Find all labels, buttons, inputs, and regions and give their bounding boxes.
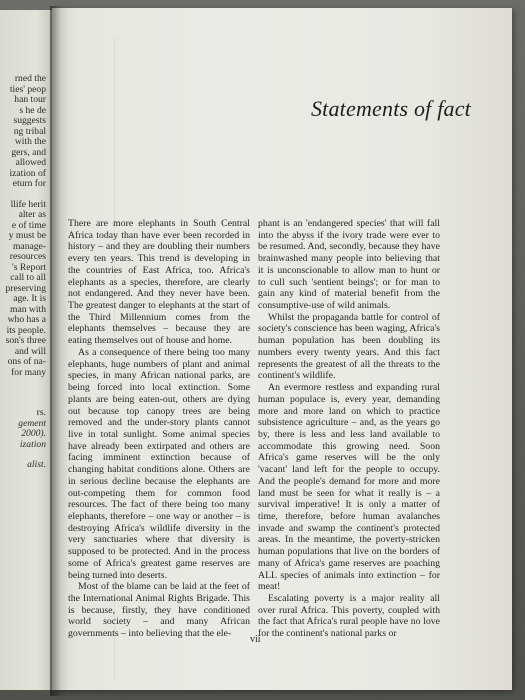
left-page-fragment: alter as: [18, 210, 46, 220]
left-page-fragment: preserving: [5, 283, 46, 294]
left-page-fragment: [0, 378, 46, 388]
left-page-fragment: and will: [14, 346, 46, 357]
right-page: [52, 8, 512, 690]
paragraph: Most of the blame can be laid at the feet of the International Animal Rights Brigade. This is because, firstly, they have conditioned world society – and many African governments – into believing that the ele-: [68, 581, 250, 640]
left-page: [0, 10, 54, 690]
left-page-fragment: resources: [9, 252, 46, 262]
left-page-fragment: man with: [10, 304, 46, 315]
left-page-fragment: 's Report: [12, 262, 46, 273]
left-page-fragment: llife herit: [10, 199, 46, 210]
left-page-fragment: allowed: [15, 158, 46, 168]
paragraph: Whilst the propaganda battle for control of society's conscience has been waging, Africa's human population has been doubling its numbers every twenty years. And this fact represents the greatest of all the threats to the continent's wildlife.: [258, 311, 440, 382]
left-page-fragment: e of time: [11, 220, 46, 231]
left-page-fragment: rned the: [14, 74, 46, 84]
left-page-fragment: son's three: [5, 336, 46, 346]
left-page-fragment: suggests: [13, 116, 46, 126]
left-page-fragment: 2000).: [21, 429, 46, 439]
paragraph: Escalating poverty is a major reality all over rural Africa. This poverty, coupled with the fact that Africa's rural people have no love for the continent's national parks or: [258, 593, 440, 640]
text-column-left: [68, 218, 250, 640]
text-column-right: [258, 218, 440, 640]
left-page-fragment: gement: [18, 418, 46, 429]
book-spine-shadow: [50, 6, 68, 696]
chapter-title: Statements of fact: [310, 96, 471, 121]
left-page-fragment: alist.: [27, 460, 46, 470]
left-page-fragment: ization of: [9, 168, 46, 179]
left-page-fragment: age. It is: [13, 294, 46, 304]
paragraph: There are more elephants in South Central Africa today than have ever been recorded in history – and they are doubling their numbers every ten years. This trend is developing in the countries of East Africa, too. Africa's elephants as a species, therefore, are clearly not endangered. And they never have been. The greatest danger to elephants at the start of the Third Millennium comes from the elephants themselves – because they are eating themselves out of house and home.: [68, 218, 250, 347]
left-page-fragment: manage-: [12, 241, 46, 252]
left-page-fragment: rs.: [36, 408, 46, 418]
left-page-fragment: gers, and: [11, 147, 46, 158]
left-page-fragment: ties' peop: [9, 84, 46, 95]
left-page-fragment: s he de: [19, 105, 46, 116]
left-page-fragment: for many: [11, 367, 46, 378]
left-page-text: [0, 74, 46, 471]
left-page-fragment: y must be: [8, 231, 46, 241]
left-page-fragment: with the: [14, 137, 46, 147]
left-page-fragment: its people.: [6, 325, 46, 336]
left-page-fragment: [0, 388, 46, 398]
left-page-fragment: call to all: [10, 273, 46, 283]
paragraph: As a consequence of there being too many elephants, huge numbers of plant and animal species, in many African national parks, are being forced into local extinction. Some plants are being eaten-out, others are dying out because top canopy trees are being removed and the under-story plants cannot live in total sunlight. Some animal species have already been extirpated and others are facing imminent extinction because of changing habitat conditions alone. Others are in serious decline because the elephants are out-competing them for common food resources. The fact of there being too many elephants, therefore – one way or another – is destroying Africa's wildlife diversity in the very sanctuaries where that diversity is supposed to be protected. And in the process some of Africa's greatest game reserves are being turned into deserts.: [68, 346, 250, 581]
left-page-fragment: ons of na-: [7, 357, 46, 367]
left-page-fragment: [0, 190, 46, 200]
page-number: vii: [250, 634, 261, 645]
paragraph: An evermore restless and expanding rural human populace is, every year, demanding more and more land on which to practice subsistence agriculture – and, as the years go by, there is less and less land available to accommodate this growing need. Soon Africa's game reserves will be the only 'vacant' land left for the people to occupy. And the people's demand for more and more land must be seen for what it really is – a survival imperative! It is only a matter of time, therefore, before human avalanches invade and swamp the continent's protected areas. In the meantime, the poverty-stricken human populations that live on the borders of many of Africa's game reserves are poaching ALL species of animals into extinction – for meat!: [258, 382, 440, 593]
left-page-fragment: ization: [19, 439, 46, 450]
left-page-fragment: ng tribal: [13, 126, 46, 137]
left-page-fragment: han tour: [14, 95, 46, 105]
left-page-fragment: who has a: [7, 315, 46, 325]
paragraph: phant is an 'endangered species' that will fall into the abyss if the ivory trade were ever to be resumed. And, secondly, because they have brainwashed many people into believing that it is unconscionable to allow man to hunt or to cull such 'sentient beings'; or for man to gain any kind of material benefit from the consumptive-use of wild animals.: [258, 218, 440, 312]
left-page-fragment: [0, 450, 46, 460]
left-page-fragment: eturn for: [12, 179, 46, 189]
left-page-fragment: [0, 398, 46, 408]
